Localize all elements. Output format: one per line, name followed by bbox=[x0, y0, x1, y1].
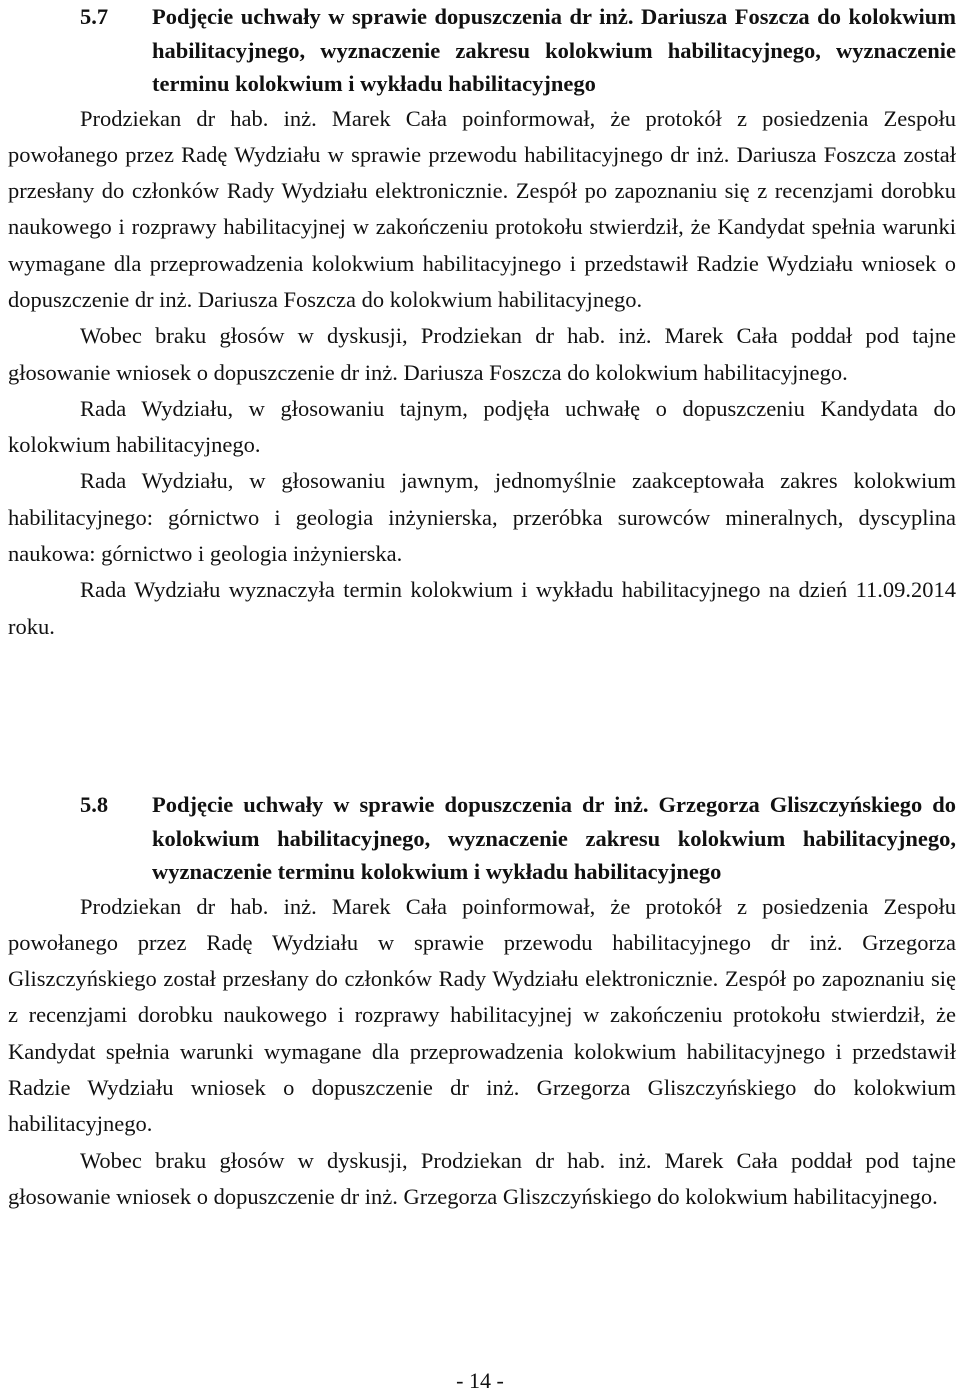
paragraph: Wobec braku głosów w dyskusji, Prodziekan dr hab. inż. Marek Cała poddał pod tajne głosowanie wniosek o dopuszczenie dr inż. Grzegorza Gliszczyńskiego do kolokwium habilitacyjnego. bbox=[8, 1147, 956, 1209]
section-5-8 bbox=[8, 788, 956, 1215]
paragraph: Prodziekan dr hab. inż. Marek Cała poinformował, że protokół z posiedzenia Zespołu powołanego przez Radę Wydziału w sprawie przewodu habilitacyjnego dr inż. Grzegorza Gliszczyńskiego został przesłany do członków Rady Wydziału elektronicznie. Zespół po zapoznaniu się z recenzjami dorobku naukowego i rozprawy habilitacyjnej w zakończeniu protokołu stwierdził, że Kandydat spełnia warunki wymagane dla przeprowadzenia kolokwium habilitacyjnego i przedstawił Radzie Wydziału wniosek o dopuszczenie dr inż. Grzegorza Gliszczyńskiego do kolokwium habilitacyjnego. bbox=[8, 893, 956, 1137]
section-number: 5.8 bbox=[80, 792, 109, 817]
paragraph: Prodziekan dr hab. inż. Marek Cała poinformował, że protokół z posiedzenia Zespołu powołanego przez Radę Wydziału w sprawie przewodu habilitacyjnego dr inż. Dariusza Foszcza został przesłany do członków Rady Wydziału elektronicznie. Zespół po zapoznaniu się z recenzjami dorobku naukowego i rozprawy habilitacyjnej w zakończeniu protokołu stwierdził, że Kandydat spełnia warunki wymagane dla przeprowadzenia kolokwium habilitacyjnego i przedstawił Radzie Wydziału wniosek o dopuszczenie dr inż. Dariusza Foszcza do kolokwium habilitacyjnego. bbox=[8, 105, 956, 312]
paragraph: Rada Wydziału, w głosowaniu jawnym, jednomyślnie zaakceptowała zakres kolokwium habilitacyjnego: górnictwo i geologia inżynierska, przeróbka surowców mineralnych, dyscyplina naukowa: górnictwo i geologia inżynierska. bbox=[8, 468, 956, 567]
section-number: 5.7 bbox=[80, 4, 109, 29]
section-heading bbox=[8, 0, 956, 101]
paragraph: Wobec braku głosów w dyskusji, Prodziekan dr hab. inż. Marek Cała poddał pod tajne głosowanie wniosek o dopuszczenie dr inż. Dariusza Foszcza do kolokwium habilitacyjnego. bbox=[8, 323, 956, 385]
page-number: - 14 - bbox=[456, 1368, 504, 1393]
section-5-7 bbox=[8, 0, 956, 645]
section-heading bbox=[8, 788, 956, 889]
section-title: Podjęcie uchwały w sprawie dopuszczenia dr inż. Dariusza Foszcza do kolokwium habilitacyjnego, wyznaczenie zakresu kolokwium habilitacyjnego, wyznaczenie terminu kolokwium i wykładu habilitacyjnego bbox=[152, 4, 956, 96]
section-title: Podjęcie uchwały w sprawie dopuszczenia dr inż. Grzegorza Gliszczyńskiego do kolokwium habilitacyjnego, wyznaczenie zakresu kolokwium habilitacyjnego, wyznaczenie terminu kolokwium i wykładu habilitacyjnego bbox=[152, 792, 956, 884]
paragraph: Rada Wydziału wyznaczyła termin kolokwium i wykładu habilitacyjnego na dzień 11.09.2014 roku. bbox=[8, 577, 956, 639]
paragraph: Rada Wydziału, w głosowaniu tajnym, podjęła uchwałę o dopuszczeniu Kandydata do kolokwium habilitacyjnego. bbox=[8, 395, 956, 458]
